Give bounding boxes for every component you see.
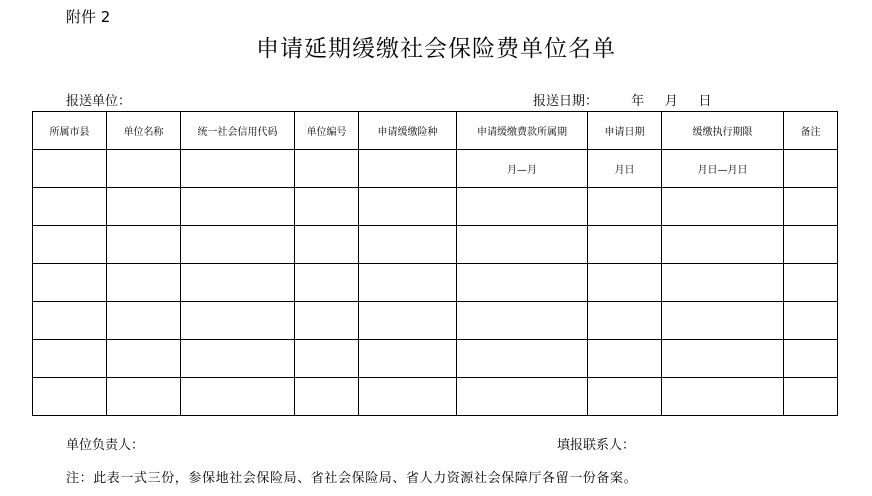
- table-cell: [33, 150, 107, 188]
- attachment-label: 附件 2: [66, 8, 111, 26]
- table-cell: [662, 188, 784, 226]
- table-row: [33, 378, 838, 416]
- table-cell: [588, 188, 662, 226]
- table-cell: [107, 226, 181, 264]
- table-cell: [107, 302, 181, 340]
- table-cell: [359, 226, 457, 264]
- header-cell: 所属市县: [33, 112, 107, 150]
- table-cell: [107, 340, 181, 378]
- header-cell: 单位编号: [295, 112, 359, 150]
- table-cell: [588, 378, 662, 416]
- table-cell: [457, 226, 588, 264]
- table-cell: [295, 340, 359, 378]
- table-cell: [359, 150, 457, 188]
- table-cell: [588, 302, 662, 340]
- table-cell: [107, 188, 181, 226]
- submit-date: [533, 90, 711, 109]
- table-row: [33, 226, 838, 264]
- table-cell: [588, 340, 662, 378]
- header-cell: 申请缓缴险种: [359, 112, 457, 150]
- table-cell: [662, 302, 784, 340]
- table-row: [33, 340, 838, 378]
- table-cell: [588, 226, 662, 264]
- table-cell: [359, 302, 457, 340]
- submit-unit-label: 报送单位：: [66, 94, 132, 109]
- table-cell: [784, 264, 838, 302]
- table-cell: [33, 188, 107, 226]
- table-cell: [457, 188, 588, 226]
- table-cell: [181, 302, 295, 340]
- table-cell: [33, 264, 107, 302]
- submit-date-label: 报送日期：: [533, 94, 599, 109]
- table-cell: [181, 226, 295, 264]
- table-cell: [784, 226, 838, 264]
- table-cell: [33, 378, 107, 416]
- table-cell: [359, 340, 457, 378]
- table-cell: [784, 150, 838, 188]
- table-cell: [359, 378, 457, 416]
- header-cell: 单位名称: [107, 112, 181, 150]
- table-cell: [662, 378, 784, 416]
- table-cell: [107, 378, 181, 416]
- date-month: 月: [664, 94, 678, 109]
- table-cell: [359, 264, 457, 302]
- table-cell: [784, 340, 838, 378]
- table-cell: [359, 188, 457, 226]
- table-cell: [295, 226, 359, 264]
- table-cell: [181, 150, 295, 188]
- table-cell: [784, 188, 838, 226]
- table-cell: [784, 378, 838, 416]
- table-row: [33, 188, 838, 226]
- table-cell: [588, 264, 662, 302]
- table-cell: [662, 264, 784, 302]
- table-cell: [295, 150, 359, 188]
- header-cell: 申请日期: [588, 112, 662, 150]
- table-cell: [181, 340, 295, 378]
- table-cell: [662, 226, 784, 264]
- table-cell: [295, 264, 359, 302]
- table-cell: [33, 340, 107, 378]
- header-cell: 统一社会信用代码: [181, 112, 295, 150]
- table-cell: [457, 302, 588, 340]
- table-cell: [295, 302, 359, 340]
- table-cell: [33, 302, 107, 340]
- deferral-table: [32, 111, 838, 416]
- contact-label: 填报联系人：: [557, 438, 636, 453]
- date-day: 日: [698, 94, 712, 109]
- table-cell: 月日: [588, 150, 662, 188]
- table-cell: [181, 188, 295, 226]
- table-cell: [295, 188, 359, 226]
- document-title: 申请延期缓缴社会保险费单位名单: [256, 36, 616, 62]
- header-cell: 缓缴执行期限: [662, 112, 784, 150]
- table-row: [33, 302, 838, 340]
- table-cell: [457, 378, 588, 416]
- header-cell: 申请缓缴费款所属期: [457, 112, 588, 150]
- unit-head-label: 单位负责人：: [66, 438, 145, 453]
- footnote: 注：此表一式三份，参保地社会保险局、省社会保险局、省人力资源社会保障厅各留一份备案。: [66, 471, 638, 486]
- table-cell: [107, 264, 181, 302]
- table-cell: [784, 302, 838, 340]
- table-cell: [295, 378, 359, 416]
- table-cell: 月日—月日: [662, 150, 784, 188]
- table-cell: [457, 264, 588, 302]
- date-year: 年: [631, 94, 645, 109]
- table-cell: [181, 264, 295, 302]
- table-cell: 月—月: [457, 150, 588, 188]
- table-cell: [181, 378, 295, 416]
- table-cell: [107, 150, 181, 188]
- table-header-row: [33, 112, 838, 150]
- table-row: [33, 150, 838, 188]
- table-row: [33, 264, 838, 302]
- table-cell: [33, 226, 107, 264]
- header-cell: 备注: [784, 112, 838, 150]
- table-cell: [457, 340, 588, 378]
- table-cell: [662, 340, 784, 378]
